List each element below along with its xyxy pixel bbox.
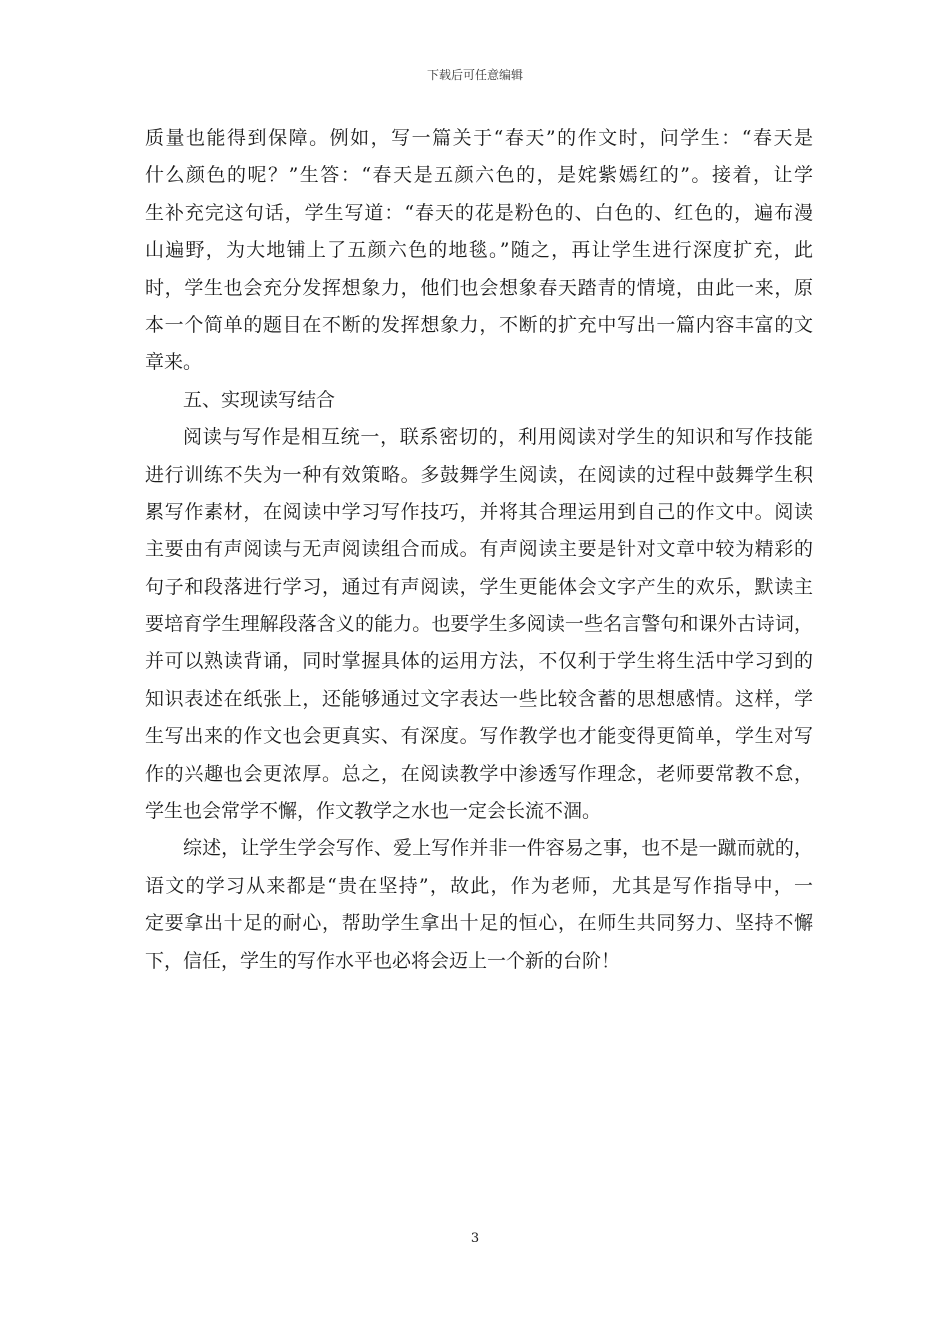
page-header: 下载后可任意编辑 xyxy=(426,68,523,82)
text-line: 质量也能得到保障。例如，写一篇关于“春天”的作文时，问学生：“春天是 xyxy=(145,127,813,149)
text-line: 章来。 xyxy=(145,351,203,374)
text-line: 山遍野，为大地铺上了五颜六色的地毯。”随之，再让学生进行深度扩充，此 xyxy=(145,239,813,262)
text-line: 什么颜色的呢？”生答：“春天是五颜六色的，是姹紫嫣红的”。接着，让学 xyxy=(145,164,813,187)
text-line: 要培育学生理解段落含义的能力。也要学生多阅读一些名言警句和课外古诗词， xyxy=(145,613,813,636)
text-line: 并可以熟读背诵，同时掌握具体的运用方法，不仅利于学生将生活中学习到的 xyxy=(145,650,813,673)
text-line: 本一个简单的题目在不断的发挥想象力，不断的扩充中写出一篇内容丰富的文 xyxy=(145,313,813,336)
text-line: 作的兴趣也会更浓厚。总之，在阅读教学中渗透写作理念，老师要常教不怠， xyxy=(145,762,813,785)
section-heading xyxy=(145,382,813,419)
text-line: 生补充完这句话，学生写道：“春天的花是粉色的、白色的、红色的，遍布漫 xyxy=(145,201,813,224)
text-line: 进行训练不失为一种有效策略。多鼓舞学生阅读，在阅读的过程中鼓舞学生积 xyxy=(145,463,813,486)
document-body xyxy=(145,120,813,980)
text-line: 句子和段落进行学习，通过有声阅读，学生更能体会文字产生的欢乐，默读主 xyxy=(145,575,813,598)
paragraph-reading-writing xyxy=(145,419,813,830)
text-line: 阅读与写作是相互统一，联系密切的，利用阅读对学生的知识和写作技能 xyxy=(183,426,813,449)
text-line: 定要拿出十足的耐心，帮助学生拿出十足的恒心，在师生共同努力、坚持不懈 xyxy=(145,912,813,935)
text-line: 学生也会常学不懈，作文教学之水也一定会长流不涸。 xyxy=(145,800,602,823)
text-line: 语文的学习从来都是“贵在坚持”，故此，作为老师，尤其是写作指导中，一 xyxy=(145,874,813,897)
text-line: 知识表述在纸张上，还能够通过文字表达一些比较含蓄的思想感情。这样，学 xyxy=(145,687,813,710)
heading-text: 五、实现读写结合 xyxy=(183,388,336,411)
paragraph-continuation xyxy=(145,120,813,382)
text-line: 生写出来的作文也会更真实、有深度。写作教学也才能变得更简单，学生对写 xyxy=(145,725,813,748)
text-line: 累写作素材，在阅读中学习写作技巧，并将其合理运用到自己的作文中。阅读 xyxy=(145,500,813,523)
text-line: 时，学生也会充分发挥想象力，他们也会想象春天踏青的情境，由此一来，原 xyxy=(145,276,813,299)
text-line: 主要由有声阅读与无声阅读组合而成。有声阅读主要是针对文章中较为精彩的 xyxy=(145,538,813,561)
text-line: 下，信任，学生的写作水平也必将会迈上一个新的台阶！ xyxy=(145,949,621,972)
page-number: 3 xyxy=(470,1231,480,1246)
paragraph-summary xyxy=(145,830,813,980)
text-line: 综述，让学生学会写作、爱上写作并非一件容易之事，也不是一蹴而就的， xyxy=(183,837,813,860)
